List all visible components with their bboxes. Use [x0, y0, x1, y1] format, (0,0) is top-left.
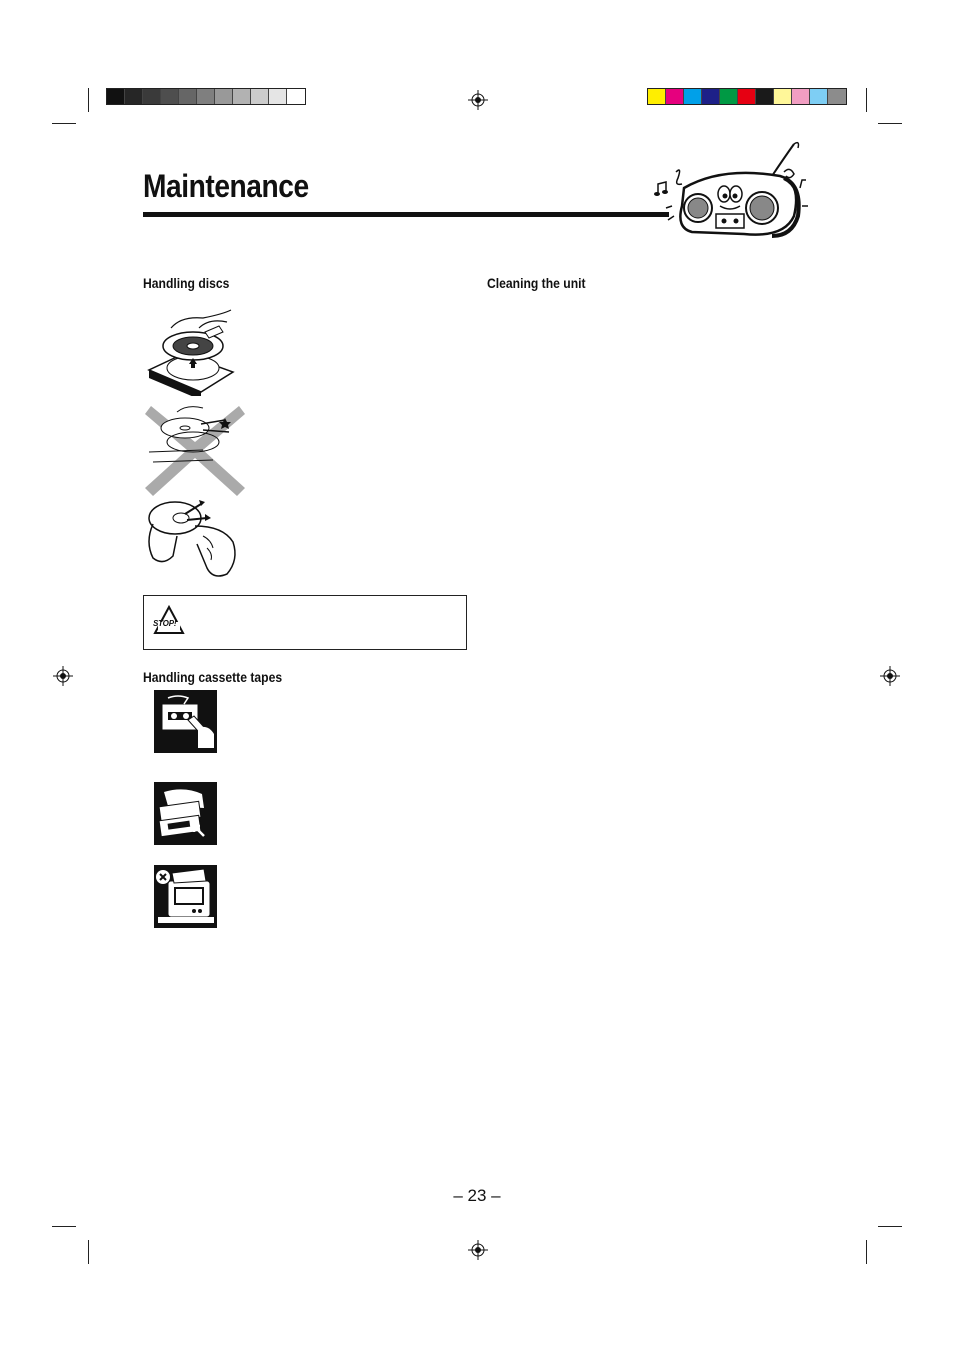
disc-wrong-handling-illustration [143, 402, 247, 498]
disc-cleaning-illustration [143, 496, 243, 582]
boombox-mascot-icon [652, 136, 812, 242]
color-swatch [702, 89, 720, 104]
section-heading-cleaning-unit: Cleaning the unit [487, 276, 586, 291]
color-swatch [684, 89, 702, 104]
tape-heat-illustration [154, 865, 217, 928]
gray-color-bar [106, 88, 306, 105]
color-swatch [720, 89, 738, 104]
crop-mark [52, 123, 76, 124]
title-rule [143, 212, 669, 217]
section-heading-handling-discs: Handling discs [143, 276, 230, 291]
process-color-bar [647, 88, 847, 105]
registration-mark-icon [468, 90, 488, 110]
color-swatch [215, 89, 233, 104]
color-swatch [107, 89, 125, 104]
registration-mark-icon [53, 666, 73, 686]
color-swatch [143, 89, 161, 104]
crop-mark [878, 1226, 902, 1227]
crop-mark [88, 1240, 89, 1264]
registration-mark-icon [468, 1240, 488, 1260]
color-swatch [792, 89, 810, 104]
section-heading-handling-tapes: Handling cassette tapes [143, 670, 283, 685]
caution-box [143, 595, 467, 650]
tape-pressure-illustration [154, 782, 217, 845]
crop-mark [866, 88, 867, 112]
color-swatch [197, 89, 215, 104]
color-swatch [648, 89, 666, 104]
crop-mark [52, 1226, 76, 1227]
color-swatch [161, 89, 179, 104]
color-swatch [738, 89, 756, 104]
stop-label: STOP! [153, 619, 177, 628]
page-number: – 23 – [453, 1186, 501, 1205]
color-swatch [179, 89, 197, 104]
color-swatch [828, 89, 846, 104]
page-title: Maintenance [143, 168, 309, 204]
color-swatch [666, 89, 684, 104]
color-swatch [774, 89, 792, 104]
color-swatch [810, 89, 828, 104]
crop-mark [866, 1240, 867, 1264]
color-swatch [233, 89, 251, 104]
color-swatch [756, 89, 774, 104]
disc-removal-illustration [143, 308, 239, 396]
registration-mark-icon [880, 666, 900, 686]
color-swatch [269, 89, 287, 104]
color-swatch [125, 89, 143, 104]
crop-mark [878, 123, 902, 124]
color-swatch [287, 89, 305, 104]
crop-mark [88, 88, 89, 112]
tape-slack-illustration [154, 690, 217, 753]
color-swatch [251, 89, 269, 104]
